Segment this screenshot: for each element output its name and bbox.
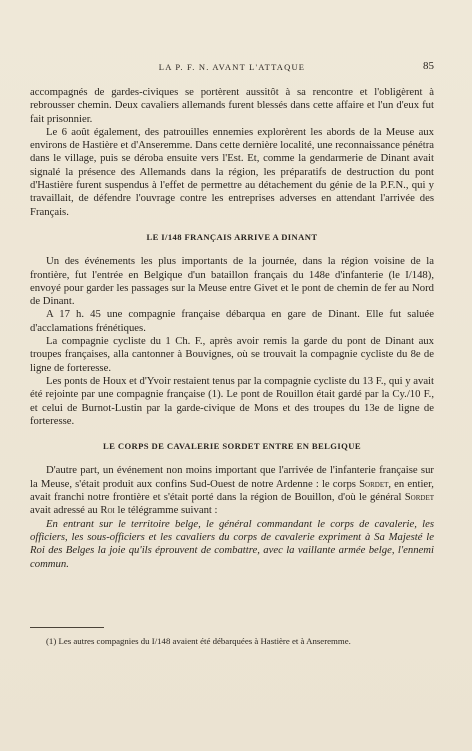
page-header — [30, 60, 434, 76]
paragraph: La compagnie cycliste du 1 Ch. F., après avoir remis la garde du pont de Dinant aux troupes françaises, alla cantonner à Bouvignes, où se trouvait la compagnie cycliste du 8e de ligne de forteresse. — [30, 335, 434, 374]
body-text — [30, 86, 434, 571]
paragraph: Les ponts de Houx et d'Yvoir restaient tenus par la compagnie cycliste du 13 F., qui y avait été rejointe par une compagnie française (1). Le pont de Rouillon était gardé par la Cy./10 F., et celui de Burnot-Lustin par la garde-civique de Mons et des troupes du 13e de ligne de forteresse. — [30, 374, 434, 427]
paragraph — [30, 464, 434, 517]
name-sordet: Sordet — [359, 477, 389, 490]
text-run: , en entier, avait franchi notre frontière et s'était porté dans la région de Bouillon, d'où le général — [30, 477, 434, 504]
name-roi: Roi — [100, 504, 115, 517]
telegram-quote: En entrant sur le territoire belge, le général commandant le corps de cavalerie, les officiers, les sous-officiers et les cavaliers du corps de cavalerie expriment à Sa Majesté le Roi des Belges la joie qu'ils éprouvent de combattre, avec la vaillante armée belge, l'ennemi commun. — [30, 517, 434, 570]
section-heading: LE CORPS DE CAVALERIE SORDET ENTRE EN BELGIQUE — [103, 441, 361, 452]
name-sordet: Sordet — [404, 491, 434, 504]
text-run: D'autre part, un événement non moins important que l'arrivée de l'infanterie française sur la Meuse, s'était produit aux confins Sud-Ouest de notre Ardenne : le corps — [30, 464, 434, 490]
section-heading: LE I/148 FRANÇAIS ARRIVE A DINANT — [146, 231, 318, 242]
running-title: LA P. F. N. AVANT L'ATTAQUE — [158, 62, 306, 72]
footnote: (1) Les autres compagnies du I/148 avaient été débarquées à Hastière et à Anseremme. — [46, 636, 351, 646]
paragraph: Un des événements les plus importants de la journée, dans la région voisine de la frontière, fut l'entrée en Belgique d'un bataillon français du 148e d'infanterie (le I/148), envoyé pour garder les passages sur la Meuse entre Givet et le pont de chemin de fer au Nord de Dinant. — [30, 255, 434, 308]
text-run: avait adressé au — [30, 504, 101, 517]
paragraph: accompagnés de gardes-civiques se portèrent aussitôt à sa rencontre et l'obligèrent à rebrousser chemin. Deux cavaliers allemands furent blessés dans cette affaire et l'un d'eux fut fait prisonnier. — [30, 86, 434, 125]
paragraph: A 17 h. 45 une compagnie française débarqua en gare de Dinant. Elle fut saluée d'acclamations frénétiques. — [30, 308, 434, 334]
paragraph: Le 6 août également, des patrouilles ennemies explorèrent les abords de la Meuse aux environs de Hastière et d'Anseremme. Dans cette dernière localité, une reconnaissance pénétra dans le village, puis se déroba ensuite vers l'Est. Et, comme la gendarmerie de Dinant avait signalé la présence des Allemands dans la région, les préparatifs de destruction du pont d'Hastière furent suspendus à l'effet de permettre au détachement du génie de la P.F.N., qui y travaillait, de défendre l'ouvrage contre les entreprises adverses en attendant l'arrivée des Français. — [30, 125, 435, 218]
page-number: 85 — [423, 60, 434, 72]
text-run: le télégramme suivant : — [114, 504, 218, 517]
footnote-rule — [30, 627, 104, 628]
